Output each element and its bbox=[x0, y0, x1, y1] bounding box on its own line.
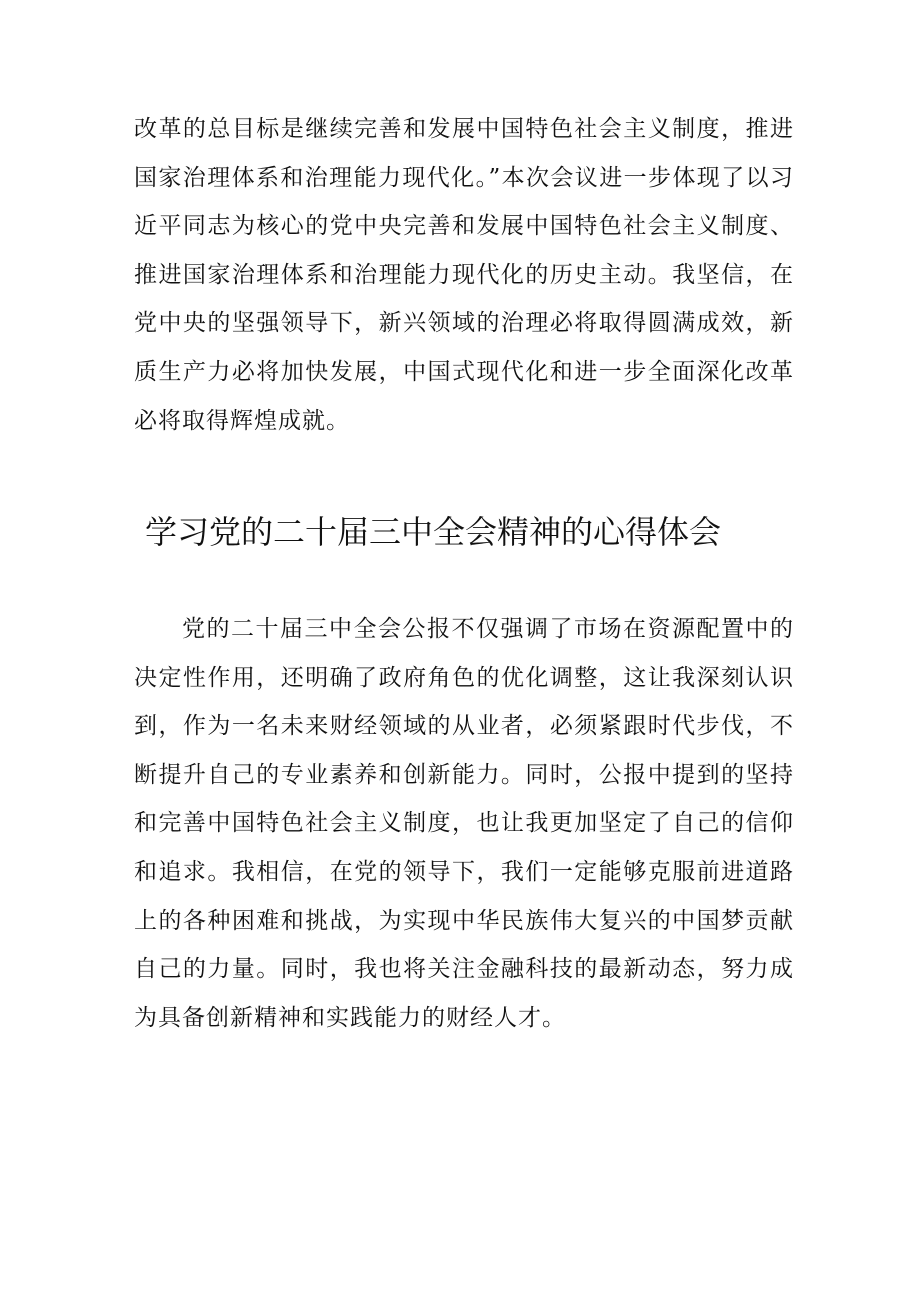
section-title: 学习党的二十届三中全会精神的心得体会 bbox=[145, 513, 722, 551]
continued-paragraph: 改革的总目标是继续完善和发展中国特色社会主义制度，推进国家治理体系和治理能力现代化。”本次会议进一步体现了以习近平同志为核心的党中央完善和发展中国特色社会主义制度、推进国家治理体系和治理能力现代化的历史主动。我坚信，在党中央的坚强领导下，新兴领域的治理必将取得圆满成效，新质生产力必将加快发展，中国式现代化和进一步全面深化改革必将取得辉煌成就。 bbox=[134, 116, 794, 434]
body-paragraph: 党的二十届三中全会公报不仅强调了市场在资源配置中的决定性作用，还明确了政府角色的优化调整，这让我深刻认识到，作为一名未来财经领域的从业者，必须紧跟时代步伐，不断提升自己的专业素养和创新能力。同时，公报中提到的坚持和完善中国特色社会主义制度，也让我更加坚定了自己的信仰和追求。我相信，在党的领导下，我们一定能够克服前进道路上的各种困难和挑战，为实现中华民族伟大复兴的中国梦贡献自己的力量。同时，我也将关注金融科技的最新动态，努力成为具备创新精神和实践能力的财经人才。 bbox=[134, 616, 794, 1031]
